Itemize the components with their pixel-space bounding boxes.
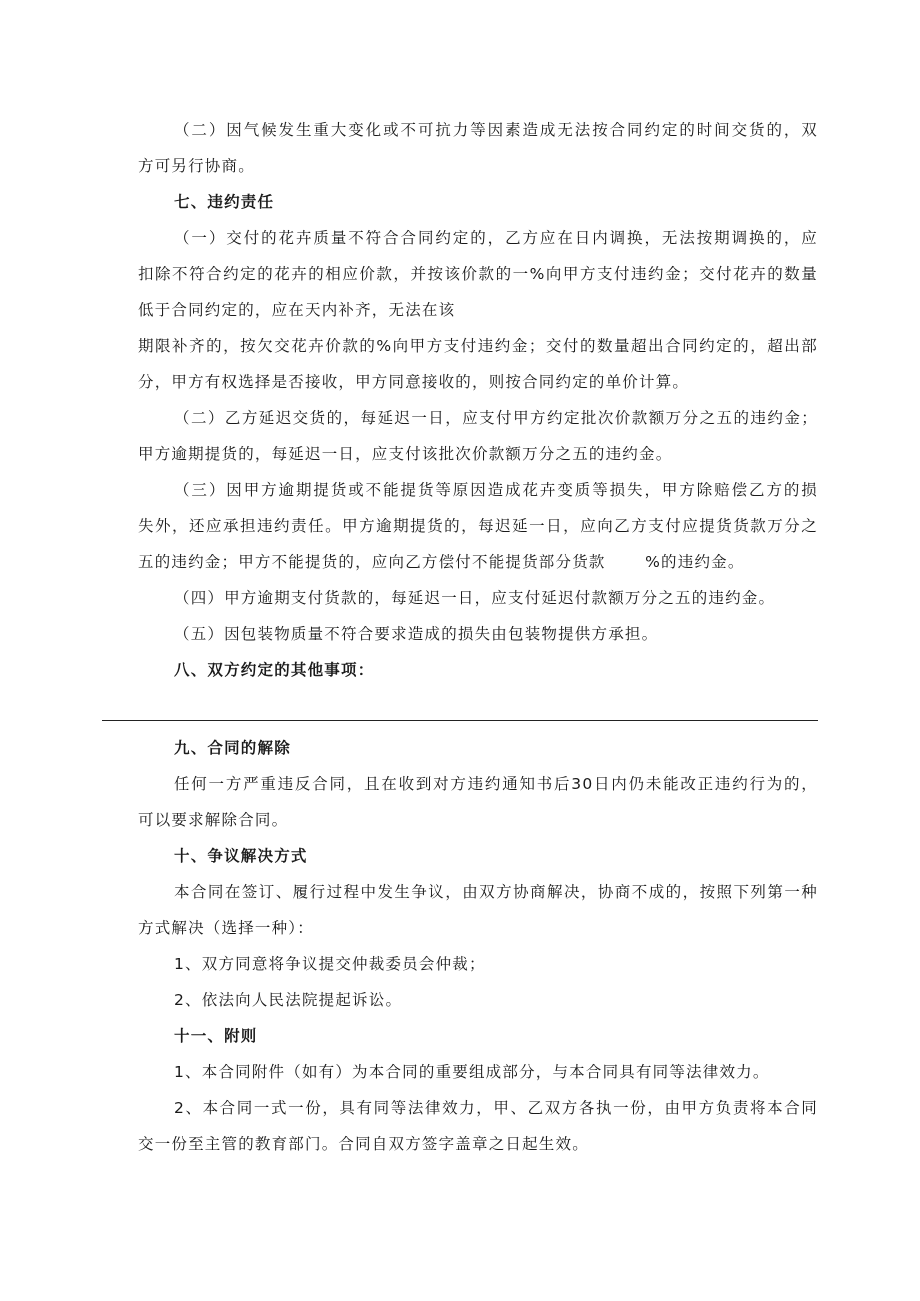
clause-7-5: （五）因包装物质量不符合要求造成的损失由包装物提供方承担。 (174, 625, 659, 643)
fill-in-underline (102, 720, 818, 721)
clause-11-1: 1、本合同附件（如有）为本合同的重要组成部分，与本合同具有同等法律效力。 (174, 1063, 770, 1081)
clause-7-4: （四）甲方逾期支付货款的，每延迟一日，应支付延迟付款额万分之五的违约金。 (174, 589, 776, 607)
clause-10-option-2: 2、依法向人民法院提起诉讼。 (174, 991, 403, 1009)
clause-10-option-1: 1、双方同意将争议提交仲裁委员会仲裁； (174, 955, 486, 973)
clause-7-2-line-2: 甲方逾期提货的，每延迟一日，应支付该批次价款额万分之五的违约金。 (138, 445, 673, 463)
section-heading-9: 九、合同的解除 (174, 739, 291, 757)
clause-10-line-1: 本合同在签订、履行过程中发生争议，由双方协商解决，协商不成的，按照下列第一种 (174, 883, 818, 901)
clause-7-1-line-1: （一）交付的花卉质量不符合合同约定的，乙方应在日内调换，无法按期调换的，应 (174, 229, 818, 247)
clause-7-3-line-2: 失外，还应承担违约责任。甲方逾期提货的，每迟延一日，应向乙方支付应提货货款万分之 (138, 517, 818, 535)
clause-6-2-line-2: 方可另行协商。 (138, 157, 255, 175)
clause-11-2-line-1: 2、本合同一式一份，具有同等法律效力，甲、乙双方各执一份，由甲方负责将本合同 (174, 1099, 818, 1117)
clause-6-2-line-1: （二）因气候发生重大变化或不可抗力等因素造成无法按合同约定的时间交货的，双 (174, 121, 818, 139)
section-heading-7: 七、违约责任 (174, 193, 275, 211)
clause-7-3-line-3: 五的违约金；甲方不能提货的，应向乙方偿付不能提货部分货款 %的违约金。 (138, 553, 745, 571)
clause-10-line-2: 方式解决（选择一种）： (138, 919, 314, 937)
section-heading-8: 八、双方约定的其他事项： (174, 661, 375, 679)
clause-7-1-line-2: 扣除不符合约定的花卉的相应价款，并按该价款的一%向甲方支付违约金；交付花卉的数量 (138, 265, 818, 283)
clause-7-3-line-1: （三）因甲方逾期提货或不能提货等原因造成花卉变质等损失，甲方除赔偿乙方的损 (174, 481, 818, 499)
clause-7-1-line-3: 低于合同约定的，应在天内补齐，无法在该 (138, 301, 456, 319)
clause-11-2-line-2: 交一份至主管的教育部门。合同自双方签字盖章之日起生效。 (138, 1135, 589, 1153)
clause-7-1-line-4: 期限补齐的，按欠交花卉价款的%向甲方支付违约金；交付的数量超出合同约定的，超出部 (138, 337, 818, 355)
section-heading-11: 十一、附则 (174, 1027, 258, 1045)
clause-9-line-1: 任何一方严重违反合同，且在收到对方违约通知书后30日内仍未能改正违约行为的， (174, 775, 818, 793)
clause-7-2-line-1: （二）乙方延迟交货的，每延迟一日，应支付甲方约定批次价款额万分之五的违约金； (174, 409, 818, 427)
section-heading-10: 十、争议解决方式 (174, 847, 308, 865)
clause-9-line-2: 可以要求解除合同。 (138, 811, 289, 829)
clause-7-1-line-5: 分，甲方有权选择是否接收，甲方同意接收的，则按合同约定的单价计算。 (138, 373, 690, 391)
